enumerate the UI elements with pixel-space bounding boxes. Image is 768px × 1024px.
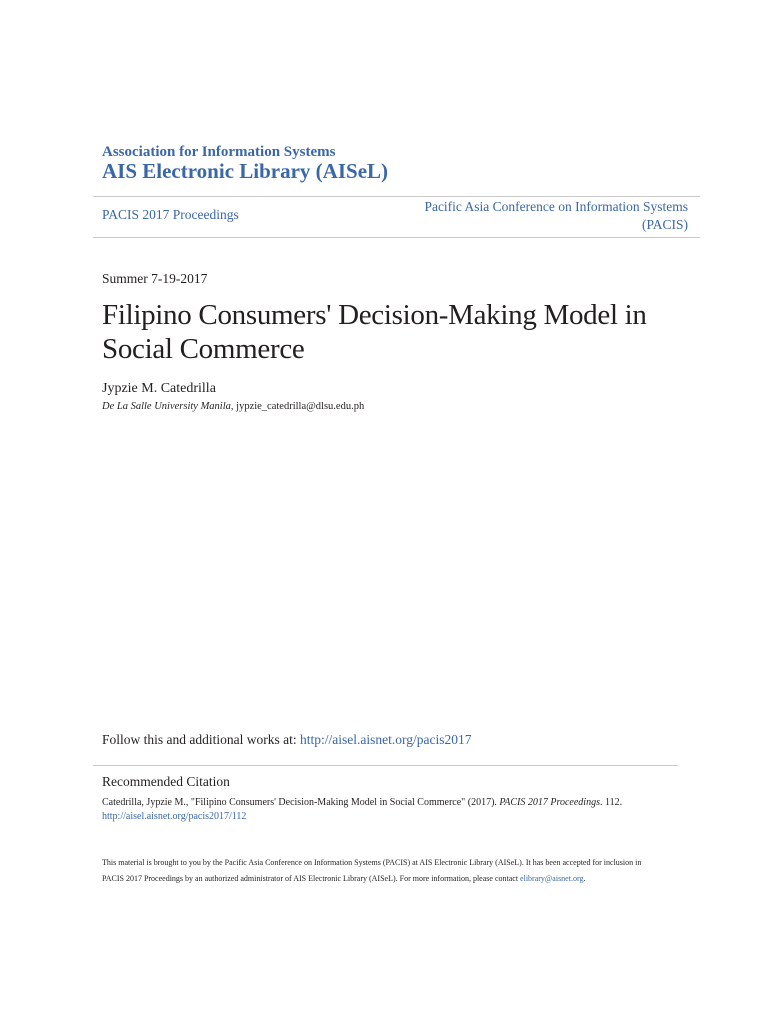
footer-text: This material is brought to you by the Pacific Asia Conference on Information Systems (PACIS) at AIS Electronic Library (AISeL). It has been accepted for inclusion in PACIS 2017 Proceedings by an authorized administrator of AIS Electronic Library (AISeL). For more information, please contact xyxy=(102,858,642,883)
citation-journal: PACIS 2017 Proceedings xyxy=(499,797,600,808)
paper-title: Filipino Consumers' Decision-Making Model in Social Commerce xyxy=(102,299,647,365)
citation-heading: Recommended Citation xyxy=(102,774,230,789)
top-divider xyxy=(93,196,700,197)
citation-text: Catedrilla, Jypzie M., "Filipino Consumers' Decision-Making Model in Social Commerce" (2017). xyxy=(102,797,500,808)
library-name[interactable]: AIS Electronic Library (AISeL) xyxy=(102,159,389,183)
publication-date: Summer 7-19-2017 xyxy=(102,271,208,286)
header-divider xyxy=(93,237,700,238)
author-institution: De La Salle University Manila xyxy=(102,401,231,412)
citation-divider xyxy=(93,765,678,766)
author-name: Jypzie M. Catedrilla xyxy=(102,381,216,396)
conference-link-line1: Pacific Asia Conference on Information Systems xyxy=(424,199,688,214)
follow-prefix: Follow this and additional works at: xyxy=(102,732,300,747)
affiliation-separator: , xyxy=(230,401,237,412)
footer-end: . xyxy=(583,874,586,883)
conference-link-line2: (PACIS) xyxy=(641,217,688,232)
follow-link[interactable]: http://aisel.aisnet.org/pacis2017 xyxy=(300,732,472,747)
proceedings-link[interactable]: PACIS 2017 Proceedings xyxy=(102,207,239,222)
author-affiliation xyxy=(102,401,364,412)
conference-link[interactable] xyxy=(368,198,688,234)
citation-number: . 112. xyxy=(599,797,623,808)
footer-note xyxy=(102,855,662,887)
follow-line xyxy=(102,732,471,748)
footer-email-link[interactable]: elibrary@aisnet.org xyxy=(520,874,584,883)
association-name[interactable]: Association for Information Systems xyxy=(102,144,336,160)
citation-body xyxy=(102,796,682,824)
citation-link[interactable]: http://aisel.aisnet.org/pacis2017/112 xyxy=(102,811,247,822)
author-email: jypzie_catedrilla@dlsu.edu.ph xyxy=(236,401,365,412)
